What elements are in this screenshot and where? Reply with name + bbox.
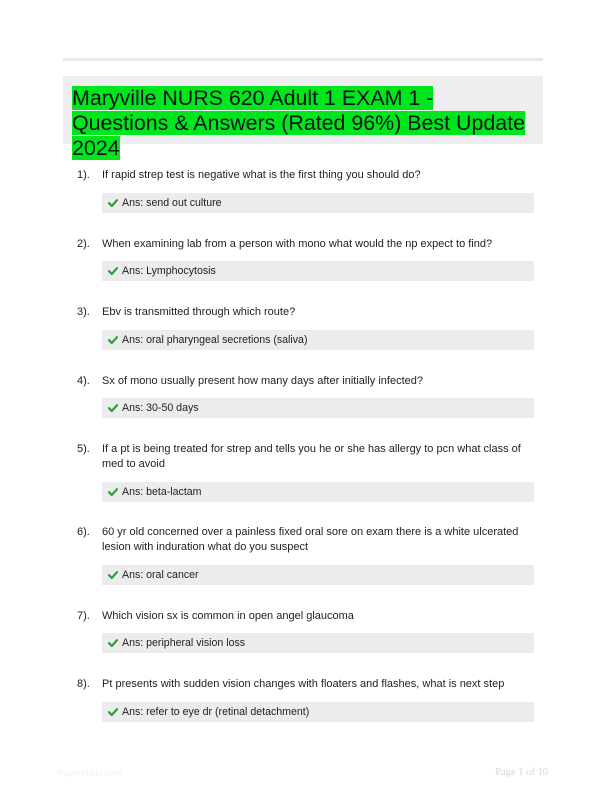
answer-box	[102, 193, 534, 213]
check-icon	[108, 638, 118, 648]
check-icon	[108, 198, 118, 208]
check-icon	[108, 335, 118, 345]
answer-box	[102, 261, 534, 281]
check-icon	[108, 487, 118, 497]
title-box	[63, 76, 543, 160]
question-text: When examining lab from a person with mono what would the np expect to find?	[102, 238, 493, 250]
question-text: Sx of mono usually present how many days after initially infected?	[102, 375, 423, 387]
question-text: If rapid strep test is negative what is the first thing you should do?	[102, 169, 421, 181]
question-number: 3).	[77, 306, 90, 318]
check-icon	[108, 707, 118, 717]
question-text: Pt presents with sudden vision changes with floaters and flashes, what is next step	[102, 678, 505, 690]
top-divider	[63, 58, 543, 61]
question-number: 2).	[77, 238, 90, 250]
footer-watermark: PaperNibbi.com	[58, 768, 123, 778]
answer-text: Ans: beta-lactam	[122, 486, 202, 498]
question-text: Which vision sx is common in open angel glaucoma	[102, 610, 354, 622]
answer-text: Ans: peripheral vision loss	[122, 637, 246, 649]
question-number: 8).	[77, 678, 90, 690]
question-number: 7).	[77, 610, 90, 622]
answer-text: Ans: oral pharyngeal secretions (saliva)	[122, 334, 308, 346]
answer-box	[102, 565, 534, 585]
answer-text: Ans: Lymphocytosis	[122, 265, 216, 277]
question-text: Ebv is transmitted through which route?	[102, 306, 296, 318]
page-number: Page 1 of 10	[495, 767, 548, 778]
check-icon	[108, 266, 118, 276]
check-icon	[108, 570, 118, 580]
answer-box	[102, 633, 534, 653]
question-number: 4).	[77, 375, 90, 387]
question-text: If a pt is being treated for strep and tells you he or she has allergy to pcn what class of med to avoid	[102, 443, 521, 470]
question-number: 1).	[77, 169, 90, 181]
answer-box	[102, 398, 534, 418]
question-number: 6).	[77, 526, 90, 538]
answer-text: Ans: oral cancer	[122, 569, 199, 581]
check-icon	[108, 403, 118, 413]
document-title-highlight: Maryville NURS 620 Adult 1 EXAM 1 - Questions & Answers (Rated 96%) Best Update 2024	[72, 86, 525, 160]
question-number: 5).	[77, 443, 90, 455]
answer-text: Ans: refer to eye dr (retinal detachment)	[122, 706, 310, 718]
answer-box	[102, 330, 534, 350]
document-title	[72, 86, 535, 161]
question-text: 60 yr old concerned over a painless fixed oral sore on exam there is a white ulcerated lesion with induration what do you suspect	[102, 526, 519, 553]
answer-text: Ans: 30-50 days	[122, 402, 199, 414]
answer-text: Ans: send out culture	[122, 197, 222, 209]
answer-box	[102, 702, 534, 722]
answer-box	[102, 482, 534, 502]
